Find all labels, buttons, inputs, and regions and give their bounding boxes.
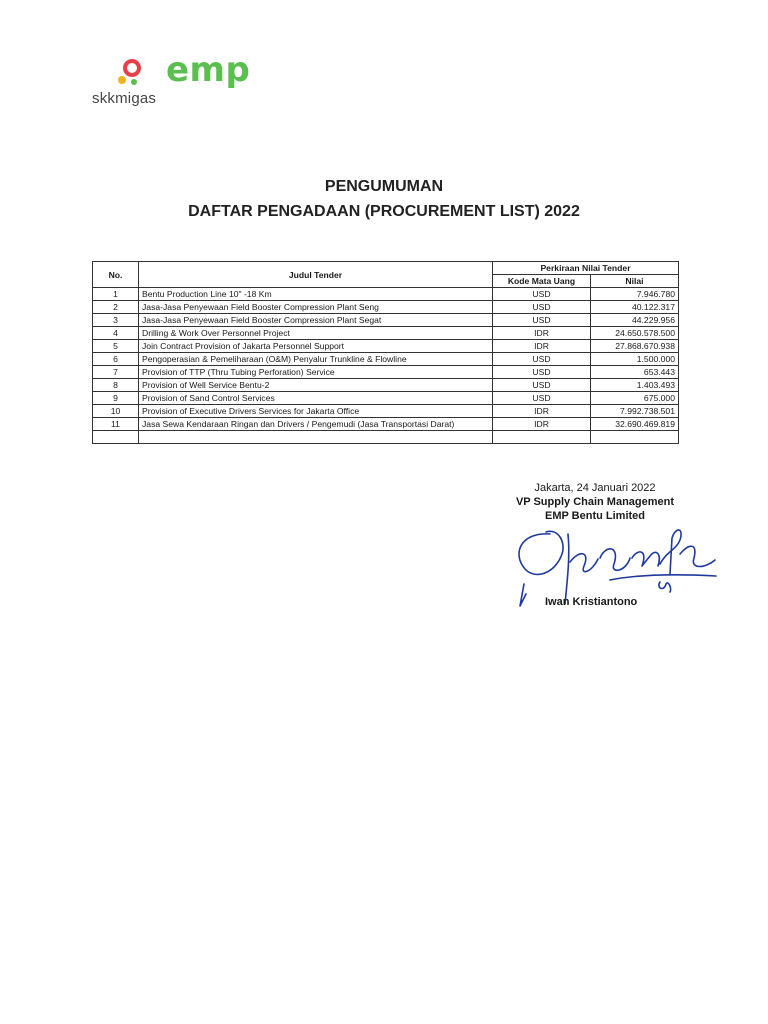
table-row: [93, 418, 679, 431]
row-kode: USD: [493, 314, 591, 327]
table-row: [93, 301, 679, 314]
row-kode: USD: [493, 353, 591, 366]
row-no: 11: [93, 418, 139, 431]
row-no: 6: [93, 353, 139, 366]
emp-logo: emp: [166, 50, 251, 90]
table-row: [93, 327, 679, 340]
row-judul: Provision of TTP (Thru Tubing Perforation) Service: [139, 366, 493, 379]
row-nilai: 7.946.780: [591, 288, 679, 301]
row-nilai: 675.000: [591, 392, 679, 405]
row-no: 9: [93, 392, 139, 405]
row-no: 3: [93, 314, 139, 327]
signature-company: EMP Bentu Limited: [544, 510, 646, 522]
row-kode: USD: [493, 379, 591, 392]
header-no: No.: [93, 262, 139, 288]
row-nilai: 653.443: [591, 366, 679, 379]
row-no: 8: [93, 379, 139, 392]
row-nilai: 1.500.000: [591, 353, 679, 366]
row-kode: USD: [493, 392, 591, 405]
row-kode: USD: [493, 366, 591, 379]
table-row: [93, 353, 679, 366]
row-no: 10: [93, 405, 139, 418]
row-nilai: 44.229.956: [591, 314, 679, 327]
row-nilai: 40.122.317: [591, 301, 679, 314]
table-empty-row: [93, 431, 679, 444]
row-nilai: 27.868.670.938: [591, 340, 679, 353]
row-nilai: 24.650.578.500: [591, 327, 679, 340]
header-perkiraan: Perkiraan Nilai Tender: [493, 262, 679, 275]
row-no: 1: [93, 288, 139, 301]
row-judul: Provision of Sand Control Services: [139, 392, 493, 405]
table-row: [93, 392, 679, 405]
skkmigas-logo-text: skkmigas: [92, 90, 157, 107]
row-kode: IDR: [493, 340, 591, 353]
row-no: 2: [93, 301, 139, 314]
document-subtitle: DAFTAR PENGADAAN (PROCUREMENT LIST) 2022: [188, 203, 580, 220]
empty-cell: [93, 431, 139, 444]
signature-role: VP Supply Chain Management: [515, 496, 675, 508]
row-nilai: 7.992.738.501: [591, 405, 679, 418]
row-kode: USD: [493, 288, 591, 301]
signature-name: Iwan Kristiantono: [545, 596, 638, 608]
row-nilai: 32.690.469.819: [591, 418, 679, 431]
empty-cell: [139, 431, 493, 444]
table-row: [93, 379, 679, 392]
header-nilai: Nilai: [591, 275, 679, 288]
table-row: [93, 340, 679, 353]
row-kode: IDR: [493, 405, 591, 418]
row-judul: Pengoperasian & Pemeliharaan (O&M) Penyalur Trunkline & Flowline: [139, 353, 493, 366]
row-judul: Provision of Well Service Bentu-2: [139, 379, 493, 392]
row-judul: Jasa-Jasa Penyewaan Field Booster Compression Plant Segat: [139, 314, 493, 327]
table-body: [93, 288, 679, 444]
empty-cell: [493, 431, 591, 444]
row-judul: Drilling & Work Over Personnel Project: [139, 327, 493, 340]
table-row: [93, 366, 679, 379]
row-judul: Jasa-Jasa Penyewaan Field Booster Compression Plant Seng: [139, 301, 493, 314]
row-nilai: 1.403.493: [591, 379, 679, 392]
row-judul: Jasa Sewa Kendaraan Ringan dan Drivers / Pengemudi (Jasa Transportasi Darat): [139, 418, 493, 431]
procurement-table: [92, 261, 679, 444]
row-judul: Bentu Production Line 10" -18 Km: [139, 288, 493, 301]
row-kode: IDR: [493, 418, 591, 431]
signature-date: Jakarta, 24 Januari 2022: [534, 482, 656, 494]
row-judul: Join Contract Provision of Jakarta Personnel Support: [139, 340, 493, 353]
skkmigas-logo-icon: [114, 58, 146, 90]
row-kode: USD: [493, 301, 591, 314]
table-row: [93, 405, 679, 418]
row-judul: Provision of Executive Drivers Services for Jakarta Office: [139, 405, 493, 418]
table-row: [93, 288, 679, 301]
row-kode: IDR: [493, 327, 591, 340]
table-header-row: [93, 262, 679, 275]
header-judul: Judul Tender: [139, 262, 493, 288]
document-title: PENGUMUMAN: [324, 178, 444, 195]
empty-cell: [591, 431, 679, 444]
table-row: [93, 314, 679, 327]
row-no: 7: [93, 366, 139, 379]
row-no: 5: [93, 340, 139, 353]
header-kode: Kode Mata Uang: [493, 275, 591, 288]
row-no: 4: [93, 327, 139, 340]
